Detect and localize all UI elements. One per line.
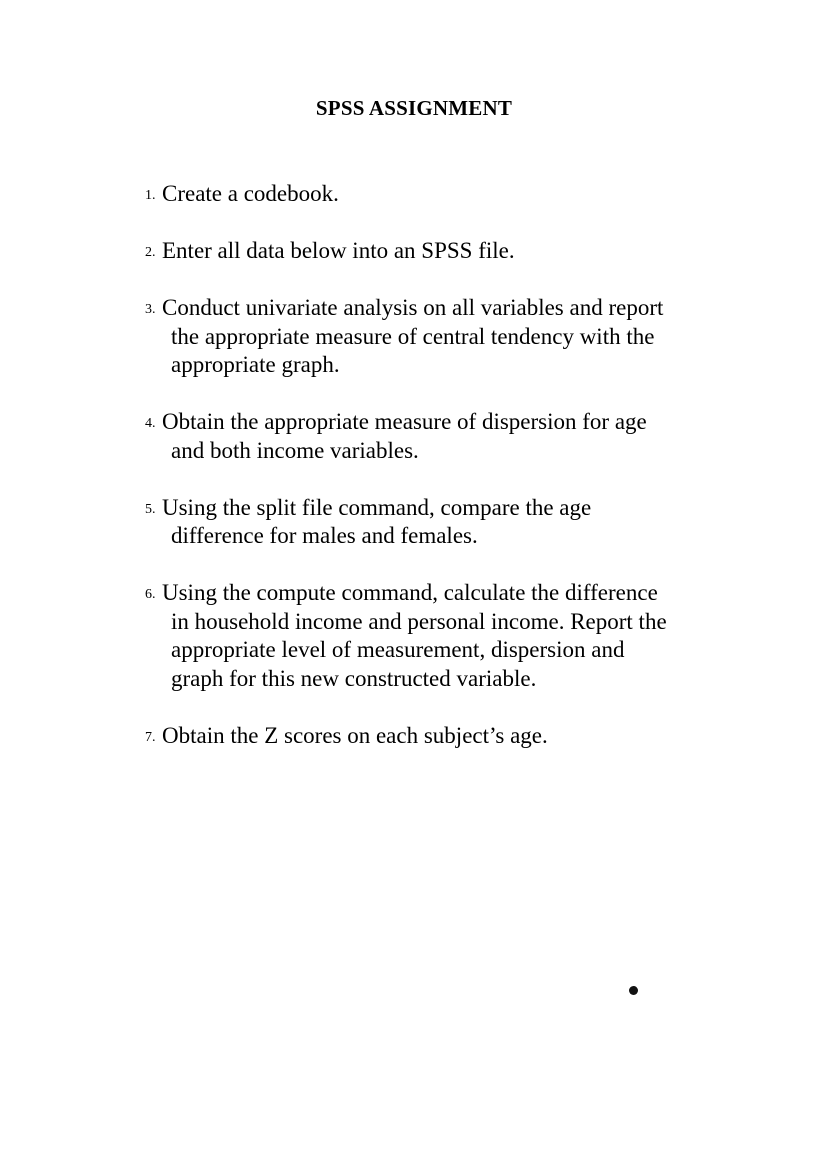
- item-text-line: Conduct univariate analysis on all variables and report: [162, 295, 664, 320]
- list-item: [145, 294, 725, 380]
- item-text-line: Enter all data below into an SPSS file.: [162, 238, 515, 263]
- page-title: SPSS ASSIGNMENT: [315, 96, 513, 120]
- item-text-line: the appropriate measure of central tendency with the: [171, 323, 655, 349]
- item-number: 4.: [145, 416, 156, 431]
- item-text-line: in household income and personal income. Report the: [171, 608, 667, 634]
- item-text-line: Using the split file command, compare the age: [162, 494, 592, 520]
- item-number: 6.: [145, 587, 156, 602]
- item-text-line: Obtain the appropriate measure of dispersion for age: [162, 409, 647, 434]
- item-number: 5.: [145, 501, 156, 517]
- item-number: 1.: [145, 188, 156, 203]
- item-text-line: Create a codebook.: [162, 181, 339, 206]
- list-item: [145, 180, 725, 209]
- item-text-line: Obtain the Z scores on each subject’s age.: [162, 722, 548, 748]
- item-text-line: and both income variables.: [171, 437, 419, 463]
- item-number: 3.: [145, 302, 156, 317]
- item-text-line: Using the compute command, calculate the difference: [162, 580, 658, 605]
- list-item: [145, 494, 725, 551]
- item-text-line: graph for this new constructed variable.: [171, 665, 537, 691]
- stray-dot-mark: [629, 986, 638, 995]
- list-item: [145, 237, 725, 266]
- list-item: [145, 722, 725, 751]
- item-text-line: appropriate graph.: [171, 352, 340, 377]
- item-text-line: appropriate level of measurement, dispersion and: [171, 637, 625, 662]
- item-number: 2.: [145, 245, 156, 260]
- list-item: [145, 408, 725, 465]
- list-item: [145, 579, 725, 693]
- item-text-line: difference for males and females.: [171, 523, 478, 548]
- item-number: 7.: [145, 729, 156, 745]
- assignment-list: [145, 180, 725, 779]
